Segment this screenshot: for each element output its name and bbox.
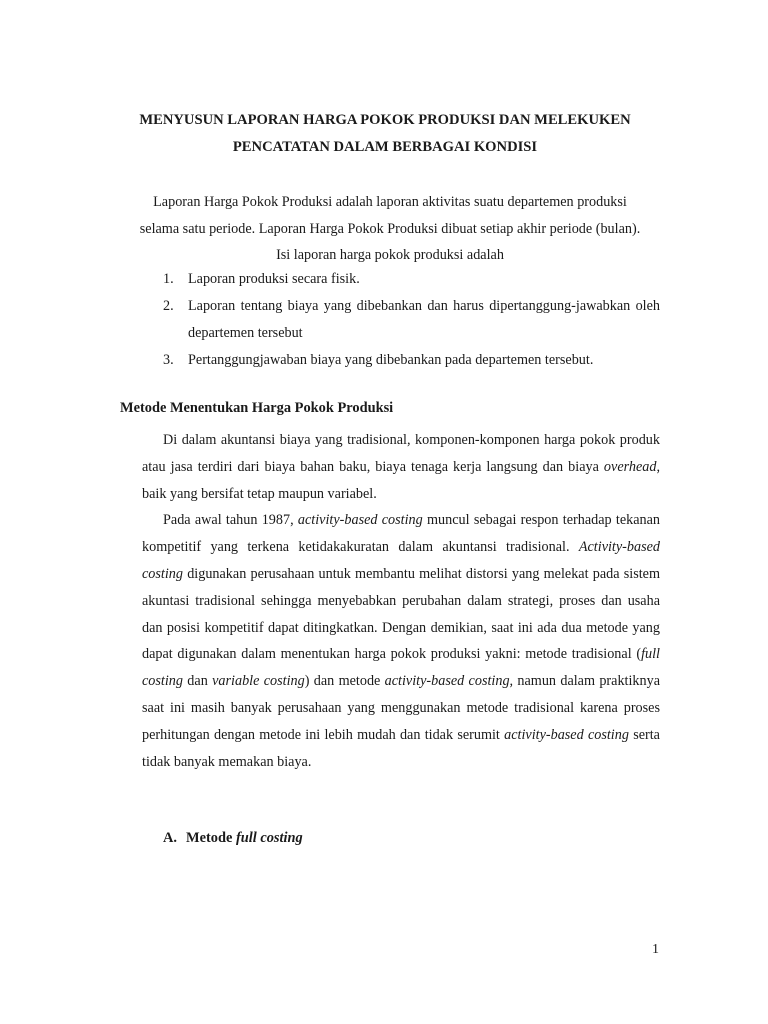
intro-line-2: selama satu periode. Laporan Harga Pokok Produksi dibuat setiap akhir periode (bulan). [139,220,641,237]
intro-line-3: Isi laporan harga pokok produksi adalah [276,247,504,263]
para2-italic-5: activity-based costing, [384,673,514,690]
para1-italic-1: overhead [603,458,657,475]
list-item-text: Pertanggungjawaban biaya yang dibebankan pada departemen tersebut. [188,352,594,368]
para2-text-3: digunakan perusahaan untuk membantu melihat distorsi yang melekat pada sistem akuntasi tradisional sehingga menyebabkan perubahan dalam strategi, proses dan usaha dan posisi kompetitif dapat ditingkatkan. Dengan demikian, saat ini ada dua metode yang dapat digunakan dalam menentukan harga pokok produksi yakni: metode tradisional ( [142,565,660,663]
paragraph-1 [142,427,660,507]
subsection-text: Metode [186,830,236,846]
title-line-1: MENYUSUN LAPORAN HARGA POKOK PRODUKSI DAN MELEKUKEN [139,112,631,128]
para2-text-7: serta tidak banyak memakan biaya. [142,726,660,770]
intro-line-1: Laporan Harga Pokok Produksi adalah laporan aktivitas suatu departemen produksi [153,194,627,210]
list-item-text: Laporan tentang biaya yang dibebankan dan harus dipertanggung-jawabkan oleh departemen tersebut [188,298,660,341]
para2-italic-3: full costing [142,646,660,690]
section-heading: Metode Menentukan Harga Pokok Produksi [120,400,394,416]
list-item [163,293,660,347]
title-line-2: PENCATATAN DALAM BERBAGAI KONDISI [232,139,538,155]
para2-italic-4: variable costing [212,673,305,690]
contents-list [163,266,660,374]
para2-text-5: ) dan metode [304,673,385,690]
para1-text-2: , baik yang bersifat tetap maupun variabel. [142,458,660,502]
section-body [142,427,660,775]
subsection-italic: full costing [235,830,303,846]
para2-italic-6: activity-based costing [504,726,629,743]
list-item-number: 1. [163,271,174,287]
para2-text-1: Pada awal tahun 1987, [163,512,298,529]
page-number: 1 [652,942,659,957]
subsection-heading [163,830,303,847]
intro-paragraph [120,189,660,269]
list-item-text: Laporan produksi secara fisik. [188,271,360,287]
para2-text-6: namun dalam praktiknya saat ini masih banyak perusahaan yang menggunakan metode tradisional karena proses perhitungan dengan metode ini lebih mudah dan tidak serumit [142,673,661,743]
para1-text-1: Di dalam akuntansi biaya yang tradisional, komponen-komponen harga pokok produk atau jasa terdiri dari biaya bahan baku, biaya tenaga kerja langsung dan biaya [142,432,660,475]
para2-text-2: muncul sebagai respon terhadap tekanan kompetitif yang terkena ketidakakuratan dalam akuntansi tradisional. [142,512,660,556]
para2-italic-1: activity-based costing [297,512,423,529]
list-item-number: 3. [163,352,174,368]
paragraph-2 [142,507,660,775]
subsection-letter: A. [163,830,177,846]
list-item [163,347,660,374]
list-item [163,266,660,293]
list-item-number: 2. [163,298,174,314]
document-title [100,107,670,161]
para2-text-4: dan [182,673,213,690]
para2-italic-2: Activity-based costing [142,539,660,582]
